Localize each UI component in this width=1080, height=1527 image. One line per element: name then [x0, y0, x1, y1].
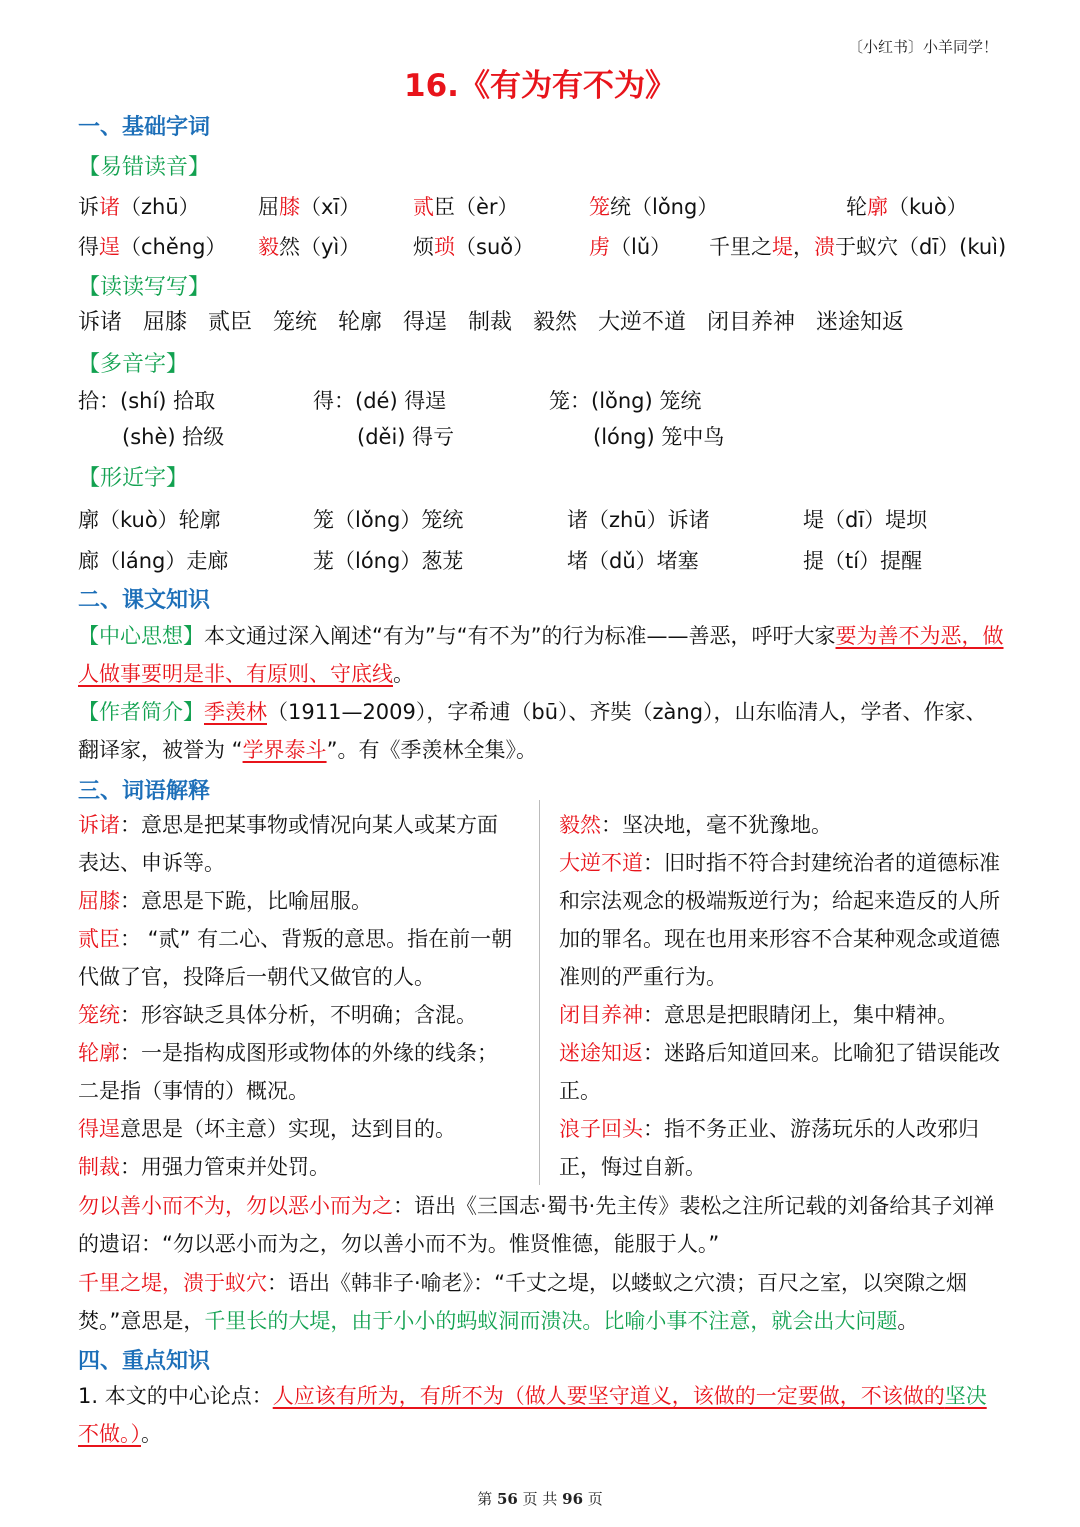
tag-yicuo: 【易错读音】 — [78, 155, 211, 180]
pron-item: 轮廓（kuò） — [846, 195, 968, 219]
vocab-entry: 制裁：用强力管束并处罚。 — [78, 1155, 330, 1179]
vocab-entry: 得逞意思是（坏主意）实现，达到目的。 — [78, 1117, 456, 1141]
pron-item: 笼统（lǒng） — [589, 195, 719, 219]
section-heading-4: 四、重点知识 — [78, 1349, 211, 1374]
vocab-entry: 笼统：形容缺乏具体分析，不明确；含混。 — [78, 1003, 477, 1027]
pron-item: 毅然（yì） — [258, 235, 361, 259]
pron-item: 诉诸（zhū） — [78, 195, 200, 219]
duoyin-char: 笼：(lǒng) 笼统 — [549, 389, 702, 413]
vocab-entry: 浪子回头：指不务正业、游荡玩乐的人改邪归正，悔过自新。 — [559, 1117, 979, 1179]
current-page: 56 — [496, 1490, 518, 1508]
xingjin-item: 廓（kuò）轮廓 — [78, 508, 221, 532]
tag-duxie: 【读读写写】 — [78, 275, 211, 300]
xingjin-item: 堵（dǔ）堵塞 — [567, 549, 699, 573]
vocab-entry-qianli: 千里之堤，溃于蚁穴：语出《韩非子·喻老》：“千丈之堤，以蝼蚁之穴溃；百尺之室，以突隙之烟焚。”意思是，千里长的大堤，由于小小的蚂蚁洞而溃决。比喻小事不注意，就会出大问题。 — [78, 1271, 968, 1333]
vocab-entry-wuyi: 勿以善小而不为，勿以恶小而为之：语出《三国志·蜀书·先主传》裴松之注所记载的刘备给其子刘禅的遗诏：“勿以恶小而为之，勿以善小而不为。惟贤惟德，能服于人。” — [78, 1194, 995, 1256]
pron-item: 屈膝（xī） — [258, 195, 361, 219]
duoyin-char: 得：(dé) 得逞 — [313, 389, 447, 413]
vocab-entry: 毅然：坚决地，毫不犹豫地。 — [559, 813, 832, 837]
brand-watermark: 〔小红书〕小羊同学！ — [847, 38, 998, 56]
author-intro: 【作者简介】季羡林（1911—2009），字希逋（bū）、齐奘（zàng），山东临清人，学者、作家、翻译家，被誉为 “学界泰斗”。有《季羡林全集》。 — [78, 700, 987, 762]
section-heading-1: 一、基础字词 — [78, 115, 211, 140]
vocab-entry: 屈膝：意思是下跪，比喻屈服。 — [78, 889, 372, 913]
duoyin-char: 拾：(shí) 拾取 — [78, 389, 216, 413]
vocab-left-column — [78, 806, 518, 1186]
tag-duoyin: 【多音字】 — [78, 352, 189, 377]
duoyin-reading: (shè) 拾级 — [122, 425, 225, 449]
vocab-entry: 诉诸：意思是把某事物或情况向某人或某方面表达、申诉等。 — [78, 813, 498, 875]
vocab-entry: 闭目养神：意思是把眼睛闭上，集中精神。 — [559, 1003, 958, 1027]
column-divider — [539, 800, 540, 1185]
tag-xingjin: 【形近字】 — [78, 466, 189, 491]
duoyin-reading: (lóng) 笼中鸟 — [593, 425, 725, 449]
xingjin-item: 笼（lǒng）笼统 — [313, 508, 464, 532]
xingjin-item: 提（tí）提醒 — [803, 549, 923, 573]
section-heading-2: 二、课文知识 — [78, 588, 211, 613]
xingjin-item: 堤（dī）堤坝 — [803, 508, 928, 532]
xingjin-item: 茏（lóng）葱茏 — [313, 549, 464, 573]
pron-proverb: 千里之堤，溃于蚁穴（dī）(kuì) — [709, 235, 1007, 259]
pron-item: 虏（lǔ） — [589, 235, 672, 259]
pron-item: 烦琐（suǒ） — [413, 235, 535, 259]
xingjin-item: 廊（láng）走廊 — [78, 549, 229, 573]
section-heading-3: 三、词语解释 — [78, 779, 211, 804]
vocab-entry: 大逆不道：旧时指不符合封建统治者的道德标准和宗法观念的极端叛逆行为；给起来造反的人所加的罪名。现在也用来形容不合某种观念或道德准则的严重行为。 — [559, 851, 1000, 989]
vocab-entry: 迷途知返：迷路后知道回来。比喻犯了错误能改正。 — [559, 1041, 1000, 1103]
total-pages: 96 — [562, 1490, 584, 1508]
page-footer: 第 56 页 共 96 页 — [477, 1490, 603, 1508]
vocab-entry: 贰臣： “贰” 有二心、背叛的意思。指在前一朝代做了官，投降后一朝代又做官的人。 — [78, 927, 513, 989]
vocab-right-column — [559, 806, 1004, 1186]
duxie-words: 诉诸 屈膝 贰臣 笼统 轮廓 得逞 制裁 毅然 大逆不道 闭目养神 迷途知返 — [78, 310, 905, 335]
central-idea: 【中心思想】本文通过深入阐述“有为”与“有不为”的行为标准——善恶，呼吁大家要为善不为恶，做人做事要明是非、有原则、守底线。 — [78, 624, 1004, 686]
pron-item: 得逞（chěng） — [78, 235, 227, 259]
central-argument: 1. 本文的中心论点：人应该有所为，有所不为（做人要坚守道义，该做的一定要做，不该做的坚决不做。）。 — [78, 1384, 987, 1446]
vocab-entry: 轮廓：一是指构成图形或物体的外缘的线条；二是指（事情的）概况。 — [78, 1041, 498, 1103]
page-title: 16.《有为有不为》 — [404, 68, 676, 104]
xingjin-item: 诸（zhū）诉诸 — [567, 508, 710, 532]
duoyin-reading: (děi) 得亏 — [357, 425, 455, 449]
pron-item: 贰臣（èr） — [413, 195, 519, 219]
